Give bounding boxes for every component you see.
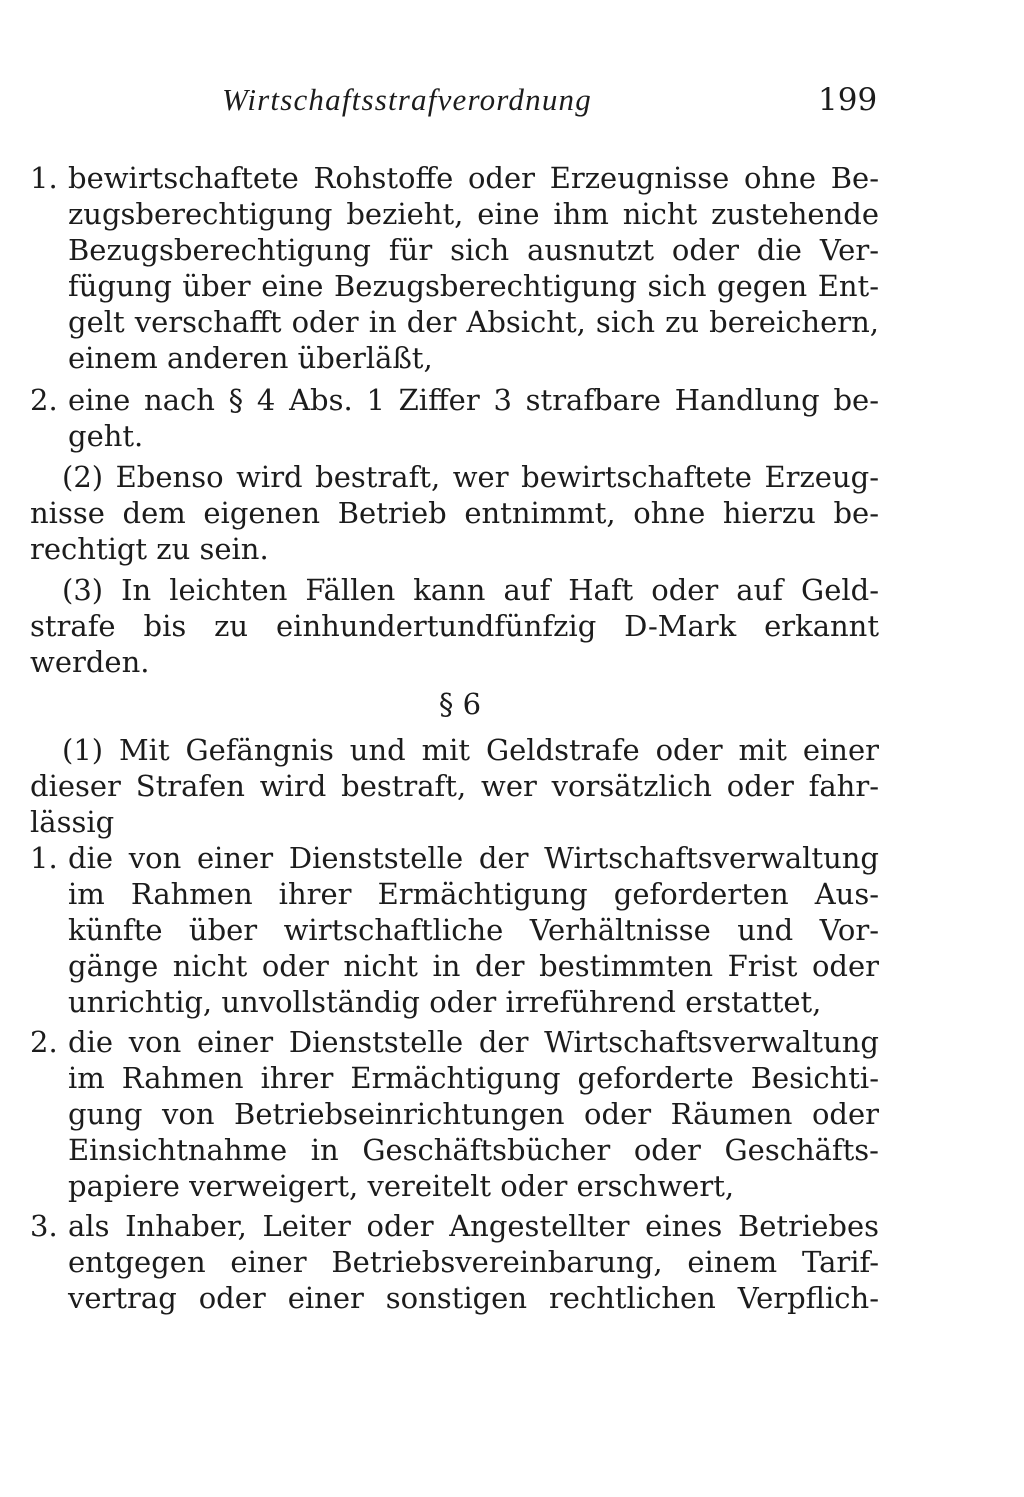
text-line: im Rahmen ihrer Ermächtigung geforderte Besichti- xyxy=(68,1061,879,1095)
text-line: (1) Mit Gefängnis und mit Geldstrafe oder mit einer xyxy=(62,733,879,767)
text-line: künfte über wirtschaftliche Verhältnisse und Vor- xyxy=(68,913,879,947)
text-line: entgegen einer Betriebsvereinbarung, einem Tarif- xyxy=(68,1245,879,1279)
item-number: 2. xyxy=(30,1025,58,1059)
item-number: 3. xyxy=(30,1209,58,1243)
text-line: zugsberechtigung bezieht, eine ihm nicht zustehende xyxy=(68,197,879,231)
text-line: einem anderen überläßt, xyxy=(68,341,433,375)
text-line: dieser Strafen wird bestraft, wer vorsätzlich oder fahr- xyxy=(30,769,879,803)
running-header xyxy=(0,82,1024,126)
text-line: als Inhaber, Leiter oder Angestellter eines Betriebes xyxy=(68,1209,879,1243)
text-line: strafe bis zu einhundertundfünfzig D-Mark erkannt xyxy=(30,609,879,643)
text-line: gung von Betriebseinrichtungen oder Räumen oder xyxy=(68,1097,879,1131)
text-line: (2) Ebenso wird bestraft, wer bewirtschaftete Erzeug- xyxy=(62,460,879,494)
text-line: die von einer Dienststelle der Wirtschaftsverwaltung xyxy=(68,841,879,875)
running-title: Wirtschaftsstrafverordnung xyxy=(222,82,592,117)
text-line: rechtigt zu sein. xyxy=(30,532,269,566)
page-number: 199 xyxy=(818,82,878,118)
text-line: gänge nicht oder nicht in der bestimmten Frist oder xyxy=(68,949,879,983)
text-line: papiere verweigert, vereitelt oder erschwert, xyxy=(68,1169,735,1203)
item-number: 2. xyxy=(30,383,58,417)
text-line: Einsichtnahme in Geschäftsbücher oder Geschäfts- xyxy=(68,1133,879,1167)
text-line: unrichtig, unvollständig oder irreführend erstattet, xyxy=(68,985,822,1019)
text-line: vertrag oder einer sonstigen rechtlichen Verpflich- xyxy=(68,1281,879,1315)
item-number: 1. xyxy=(30,161,58,195)
text-line: nisse dem eigenen Betrieb entnimmt, ohne hierzu be- xyxy=(30,496,879,530)
text-line: fügung über eine Bezugsberechtigung sich gegen Ent- xyxy=(68,269,879,303)
text-line: die von einer Dienststelle der Wirtschaftsverwaltung xyxy=(68,1025,879,1059)
text-line: werden. xyxy=(30,645,150,679)
item-number: 1. xyxy=(30,841,58,875)
text-line: geht. xyxy=(68,419,144,453)
text-line: eine nach § 4 Abs. 1 Ziffer 3 strafbare Handlung be- xyxy=(68,383,879,417)
text-line: lässig xyxy=(30,805,115,839)
section-heading: § 6 xyxy=(438,687,482,721)
text-line: bewirtschaftete Rohstoffe oder Erzeugnisse ohne Be- xyxy=(68,161,879,195)
text-line: gelt verschafft oder in der Absicht, sich zu bereichern, xyxy=(68,305,879,339)
text-line: im Rahmen ihrer Ermächtigung geforderten Aus- xyxy=(68,877,879,911)
text-line: (3) In leichten Fällen kann auf Haft oder auf Geld- xyxy=(62,573,879,607)
text-line: Bezugsberechtigung für sich ausnutzt oder die Ver- xyxy=(68,233,879,267)
